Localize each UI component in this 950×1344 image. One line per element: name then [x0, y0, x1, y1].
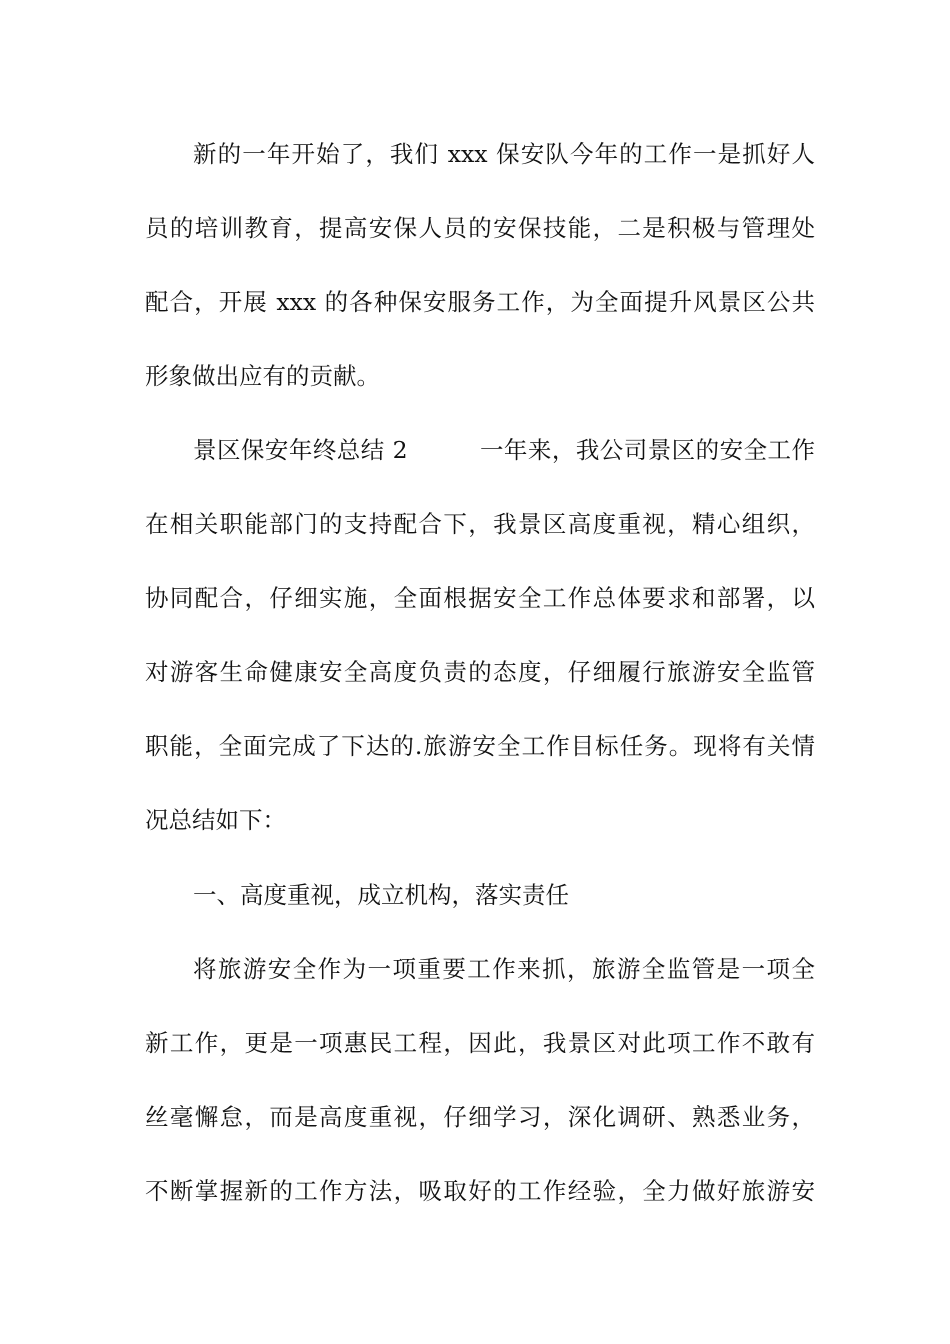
paragraph-1-line-4: 形象做出应有的贡献。 [145, 362, 380, 390]
paragraph-2-line-3: 协同配合，仔细实施，全面根据安全工作总体要求和部署，以 [145, 584, 815, 612]
paragraph-2-line-1: 景区保安年终总结 2 一年来，我公司景区的安全工作 [193, 436, 815, 464]
paragraph-1-line-3: 配合，开展 xxx 的各种保安服务工作，为全面提升风景区公共 [145, 288, 815, 316]
paragraph-1-line-2: 员的培训教育，提高安保人员的安保技能，二是积极与管理处 [145, 214, 815, 242]
paragraph-1-line-1: 新的一年开始了，我们 xxx 保安队今年的工作一是抓好人 [193, 140, 815, 168]
paragraph-3-line-1: 将旅游安全作为一项重要工作来抓，旅游全监管是一项全 [193, 955, 815, 983]
paragraph-2-line-6: 况总结如下： [145, 806, 286, 834]
paragraph-2-line-2: 在相关职能部门的支持配合下，我景区高度重视，精心组织， [145, 510, 815, 538]
paragraph-2-line-4: 对游客生命健康安全高度负责的态度，仔细履行旅游安全监管 [145, 658, 815, 686]
paragraph-2-line-5: 职能，全面完成了下达的.旅游安全工作目标任务。现将有关情 [145, 732, 815, 760]
paragraph-3-line-4: 不断掌握新的工作方法，吸取好的工作经验，全力做好旅游安 [145, 1177, 815, 1205]
paragraph-3-line-3: 丝毫懈怠，而是高度重视，仔细学习，深化调研、熟悉业务， [145, 1103, 815, 1131]
section-heading-1: 一、高度重视，成立机构，落实责任 [193, 881, 569, 909]
paragraph-3-line-2: 新工作，更是一项惠民工程，因此，我景区对此项工作不敢有 [145, 1029, 815, 1057]
